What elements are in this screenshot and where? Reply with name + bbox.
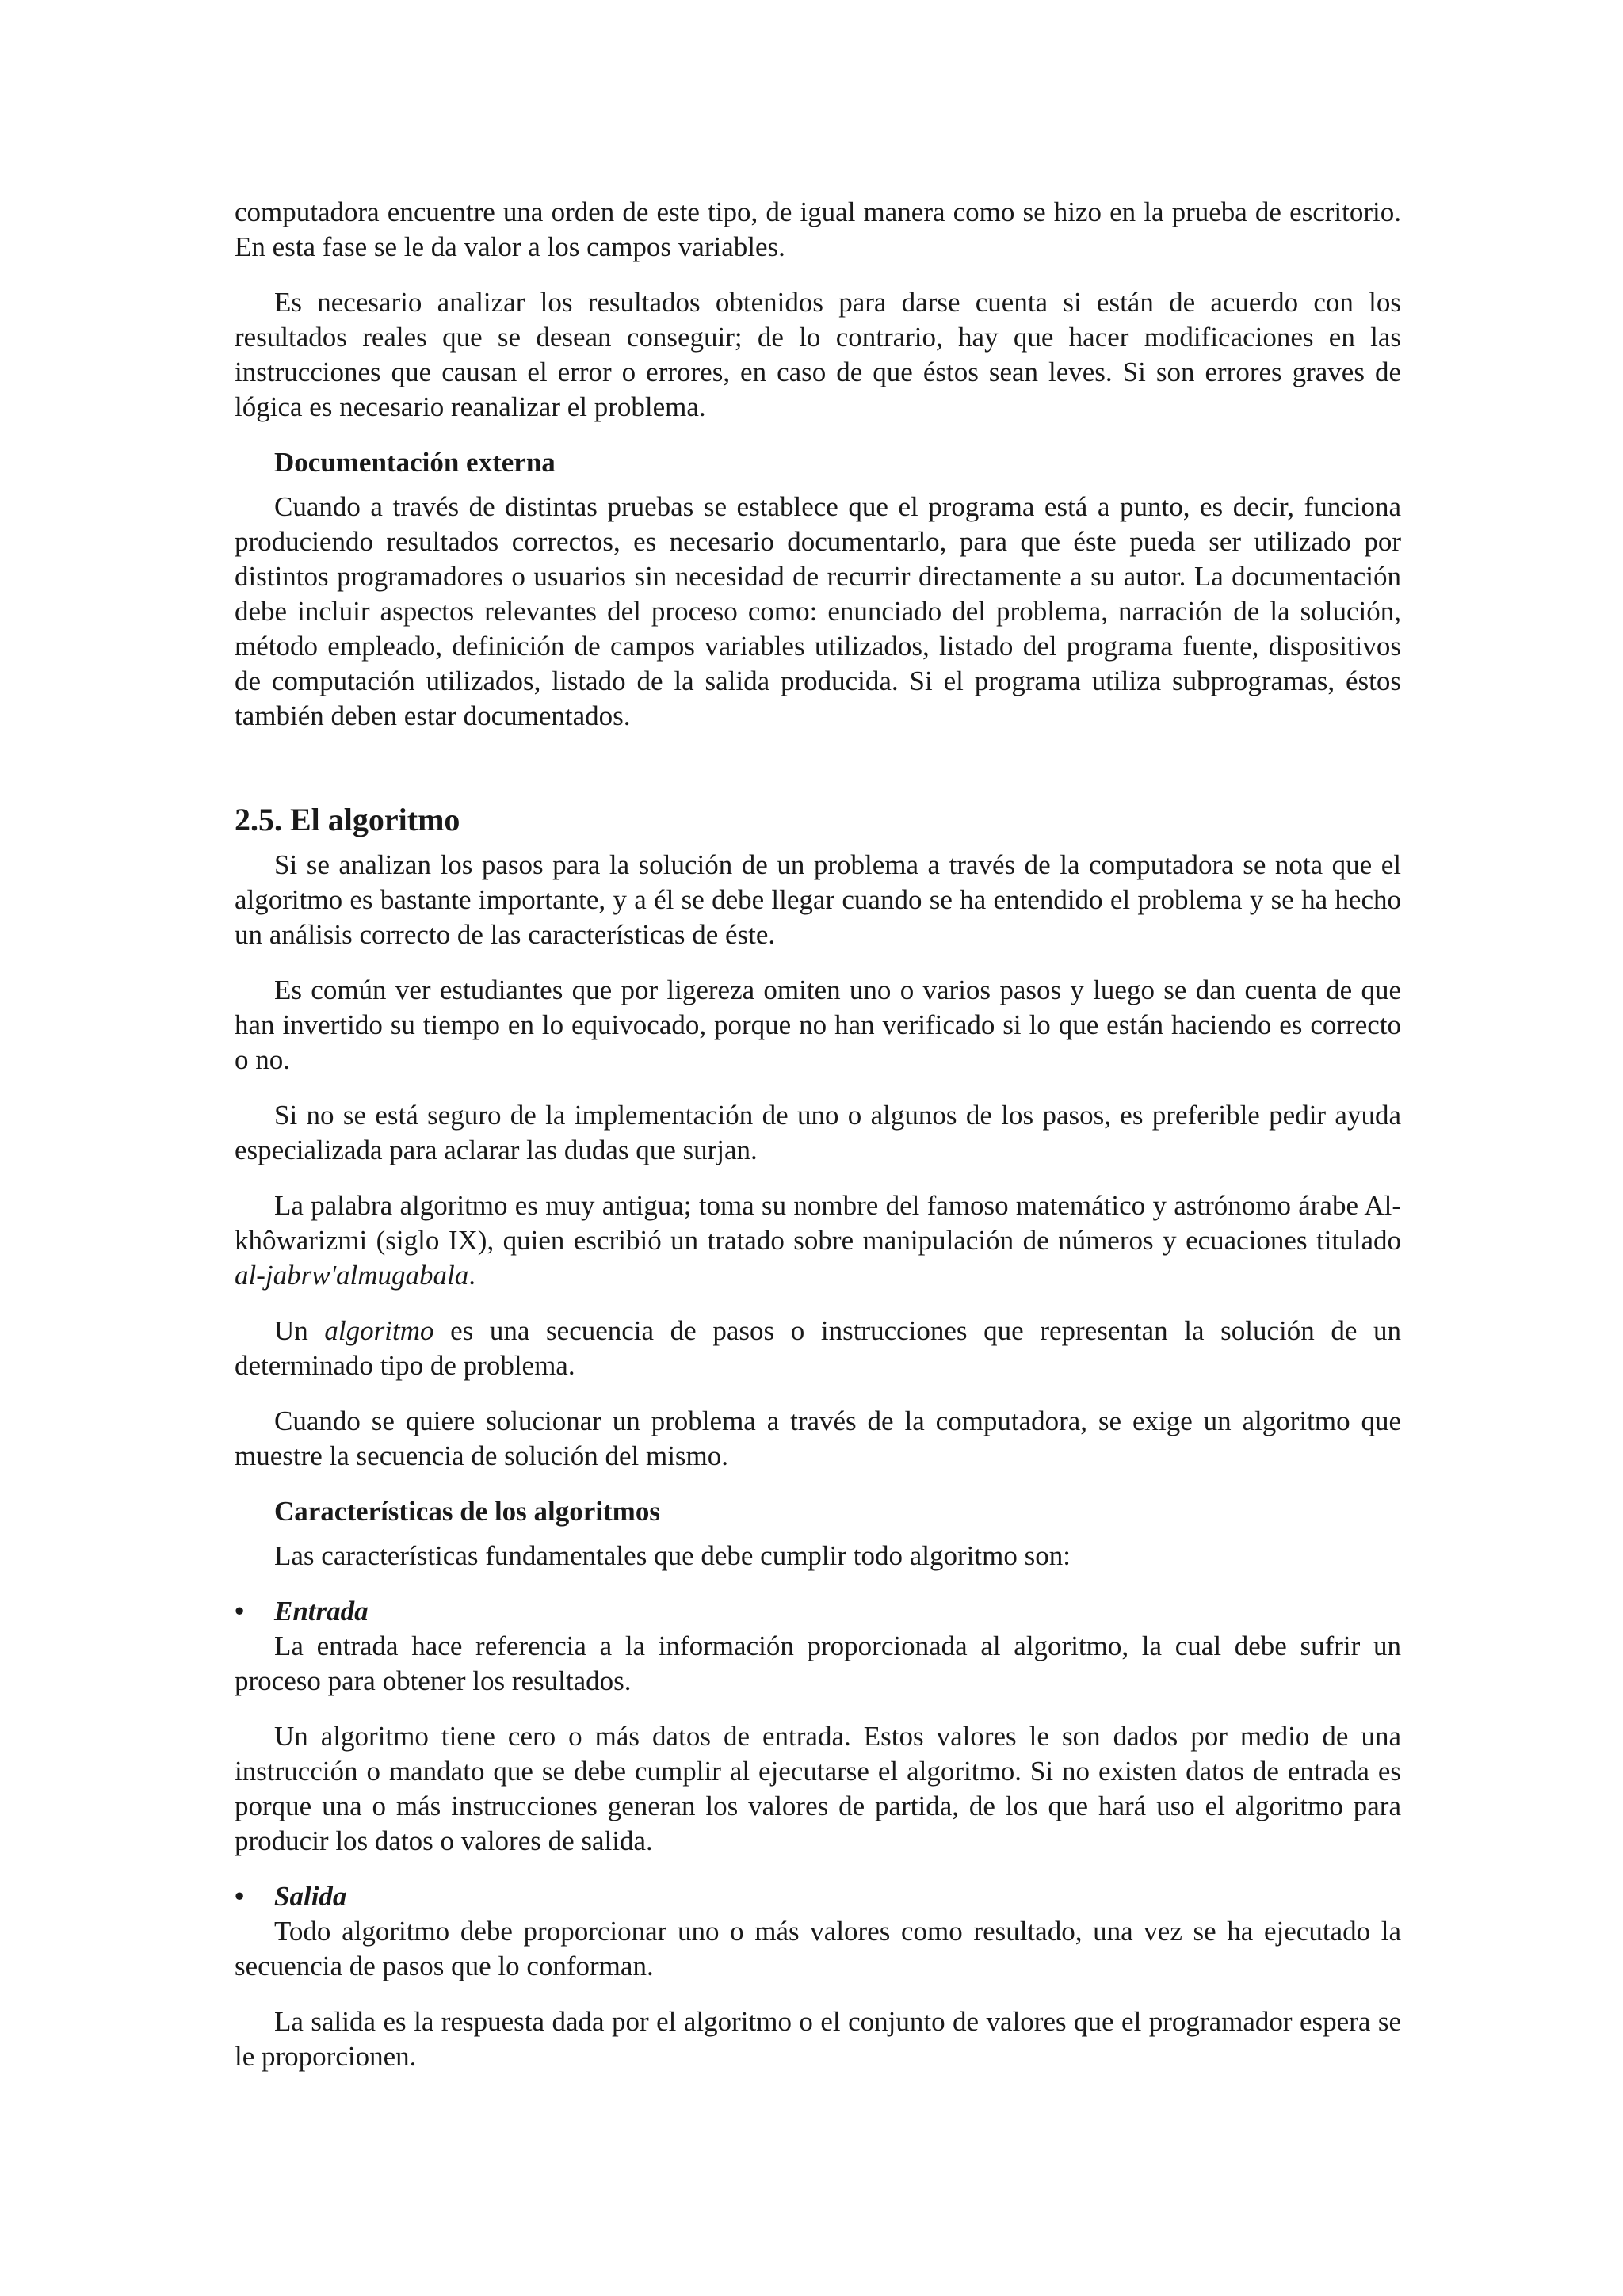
bullet-entrada — [235, 1594, 1401, 1629]
paragraph-salida-2: La salida es la respuesta dada por el algoritmo o el conjunto de valores que el programador espera se le proporcionen. — [235, 2006, 1401, 2072]
text-run: La palabra algoritmo es muy antigua; toma su nombre del famoso matemático y astrónomo árabe Al-khôwarizmi (siglo IX), quien escribió un tratado sobre manipulación de números y ecuaciones titulado — [235, 1190, 1401, 1256]
paragraph-continuation: computadora encuentre una orden de este tipo, de igual manera como se hizo en la prueba de escritorio. En esta fase se le da valor a los campos variables. — [235, 196, 1401, 262]
heading-caracteristicas: Características de los algoritmos — [274, 1496, 660, 1527]
bullet-salida — [235, 1879, 1401, 1914]
paragraph-algoritmo-5 — [235, 1314, 1401, 1383]
paragraph-algoritmo-1: Si se analizan los pasos para la solución de un problema a través de la computadora se nota que el algoritmo es bastante importante, y a él se debe llegar cuando se ha entendido el problema y se ha hecho un análisis correcto de las características de éste. — [235, 849, 1401, 950]
paragraph-algoritmo-4 — [235, 1188, 1401, 1293]
paragraph-analysis: Es necesario analizar los resultados obtenidos para darse cuenta si están de acuerdo con los resultados reales que se desean conseguir; de lo contrario, hay que hacer modificaciones en las instrucciones que causan el error o errores, en caso de que éstos sean leves. Si son errores graves de lógica es necesario reanalizar el problema. — [235, 287, 1401, 422]
paragraph-algoritmo-2: Es común ver estudiantes que por ligereza omiten uno o varios pasos y luego se dan cuenta de que han invertido su tiempo en lo equivocado, porque no han verificado si lo que están haciendo es correcto o no. — [235, 974, 1401, 1075]
bullet-term-salida: Salida — [274, 1881, 347, 1912]
italic-title: al-jabrw'almugabala — [235, 1260, 469, 1291]
bullet-icon: • — [235, 1596, 245, 1627]
paragraph-entrada-1: La entrada hace referencia a la información proporcionada al algoritmo, la cual debe sufrir un proceso para obtener los resultados. — [235, 1630, 1401, 1696]
bullet-icon: • — [235, 1881, 245, 1912]
paragraph-documentacion: Cuando a través de distintas pruebas se establece que el programa está a punto, es decir, funciona produciendo resultados correctos, es necesario documentarlo, para que éste pueda ser utilizado por distintos programadores o usuarios sin necesidad de recurrir directamente a su autor. La documentación debe incluir aspectos relevantes del proceso como: enunciado del problema, narración de la solución, método empleado, definición de campos variables utilizados, listado del programa fuente, dispositivos de computación utilizados, listado de la salida producida. Si el programa utiliza subprogramas, éstos también deben estar documentados. — [235, 491, 1401, 731]
italic-term: algoritmo — [324, 1315, 434, 1346]
paragraph-algoritmo-6: Cuando se quiere solucionar un problema a través de la computadora, se exige un algoritmo que muestre la secuencia de solución del mismo. — [235, 1405, 1401, 1471]
paragraph-salida-1: Todo algoritmo debe proporcionar uno o más valores como resultado, una vez se ha ejecutado la secuencia de pasos que lo conforman. — [235, 1916, 1401, 1981]
paragraph-algoritmo-3: Si no se está seguro de la implementación de uno o algunos de los pasos, es preferible pedir ayuda especializada para aclarar las dudas que surjan. — [235, 1100, 1401, 1165]
text-run: es una secuencia de pasos o instrucciones que representan la solución de un determinado tipo de problema. — [235, 1315, 1401, 1381]
document-page — [235, 195, 1401, 2095]
heading-documentacion-externa: Documentación externa — [274, 447, 556, 478]
paragraph-caracteristicas-intro: Las características fundamentales que debe cumplir todo algoritmo son: — [274, 1540, 1071, 1571]
section-title: 2.5. El algoritmo — [235, 802, 460, 837]
text-run: Un — [274, 1315, 325, 1346]
bullet-term-entrada: Entrada — [274, 1596, 369, 1627]
paragraph-entrada-2: Un algoritmo tiene cero o más datos de entrada. Estos valores le son dados por medio de una instrucción o mandato que se debe cumplir al ejecutarse el algoritmo. Si no existen datos de entrada es porque una o más instrucciones generan los valores de partida, de los que hará uso el algoritmo para producir los datos o valores de salida. — [235, 1721, 1401, 1856]
text-run: . — [468, 1260, 476, 1291]
